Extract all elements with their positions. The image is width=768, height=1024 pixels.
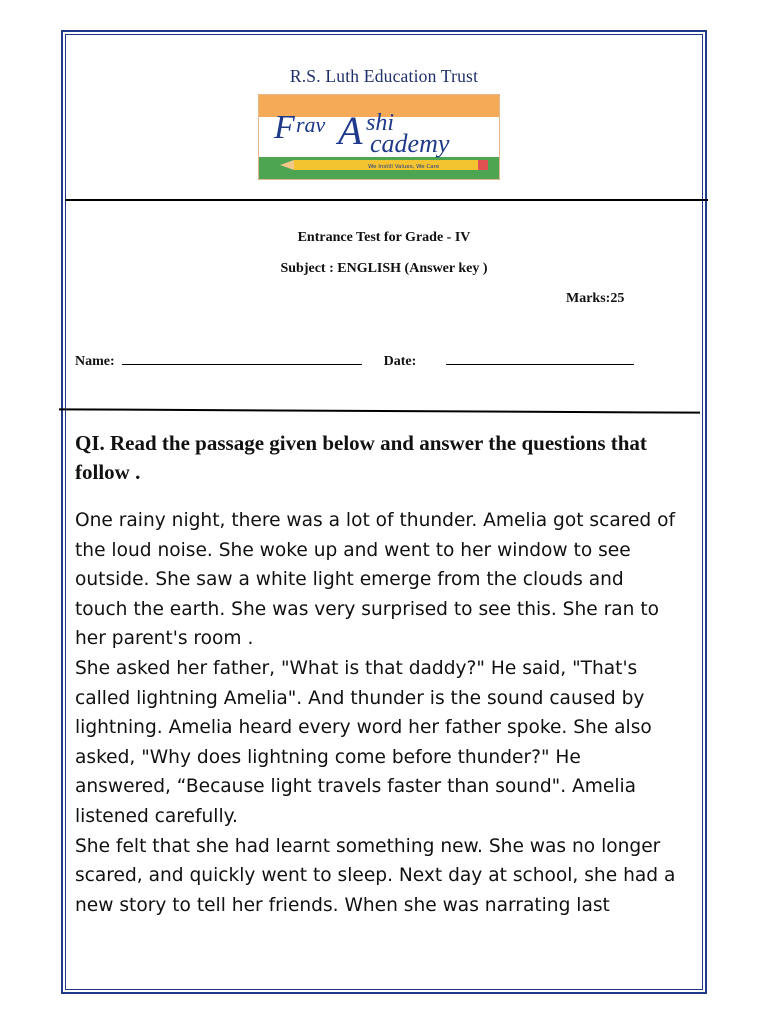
passage-line: asked, "Why does lightning come before thunder?" He bbox=[75, 746, 581, 768]
name-field[interactable] bbox=[122, 352, 362, 365]
svg-text:A: A bbox=[338, 108, 363, 153]
name-date-row bbox=[75, 352, 634, 370]
test-title: Entrance Test for Grade - IV bbox=[297, 230, 471, 245]
passage-line: her parent's room . bbox=[75, 628, 254, 650]
passage-line: answered, “Because light travels faster than sound". Amelia bbox=[75, 776, 637, 798]
academy-logo bbox=[258, 94, 500, 180]
passage-line: new story to tell her friends. When she was narrating last bbox=[75, 894, 610, 916]
svg-text:rav: rav bbox=[296, 112, 326, 137]
passage-line: called lightning Amelia". And thunder is the sound caused by bbox=[75, 687, 645, 709]
svg-text:We Instill Values, We Care: We Instill Values, We Care bbox=[368, 164, 440, 170]
passage-line: outside. She saw a white light emerge from the clouds and bbox=[75, 569, 624, 591]
marks-label: Marks:25 bbox=[566, 291, 625, 306]
date-label: Date: bbox=[383, 354, 417, 369]
passage-text bbox=[75, 506, 703, 920]
svg-text:cademy: cademy bbox=[370, 129, 450, 158]
passage-line: She asked her father, "What is that daddy?" He said, "That's bbox=[75, 657, 638, 679]
question-heading: QI. Read the passage given below and answer the questions that follow . bbox=[75, 431, 647, 484]
passage-line: scared, and quickly went to sleep. Next day at school, she had a bbox=[75, 865, 676, 887]
subject-line: Subject : ENGLISH (Answer key ) bbox=[280, 261, 488, 276]
date-field[interactable] bbox=[446, 352, 634, 365]
svg-text:F: F bbox=[274, 109, 295, 146]
trust-name: R.S. Luth Education Trust bbox=[289, 66, 479, 86]
passage-line: the loud noise. She woke up and went to her window to see bbox=[75, 539, 631, 561]
svg-text:shi: shi bbox=[366, 110, 395, 136]
passage-line: lightning. Amelia heard every word her father spoke. She also bbox=[75, 717, 652, 739]
passage-line: She felt that she had learnt something new. She was no longer bbox=[75, 835, 661, 857]
header-divider bbox=[65, 199, 708, 201]
passage-line: listened carefully. bbox=[75, 805, 238, 827]
name-label: Name: bbox=[75, 354, 115, 369]
passage-line: touch the earth. She was very surprised to see this. She ran to bbox=[75, 598, 660, 620]
passage-line: One rainy night, there was a lot of thunder. Amelia got scared of bbox=[75, 510, 676, 531]
